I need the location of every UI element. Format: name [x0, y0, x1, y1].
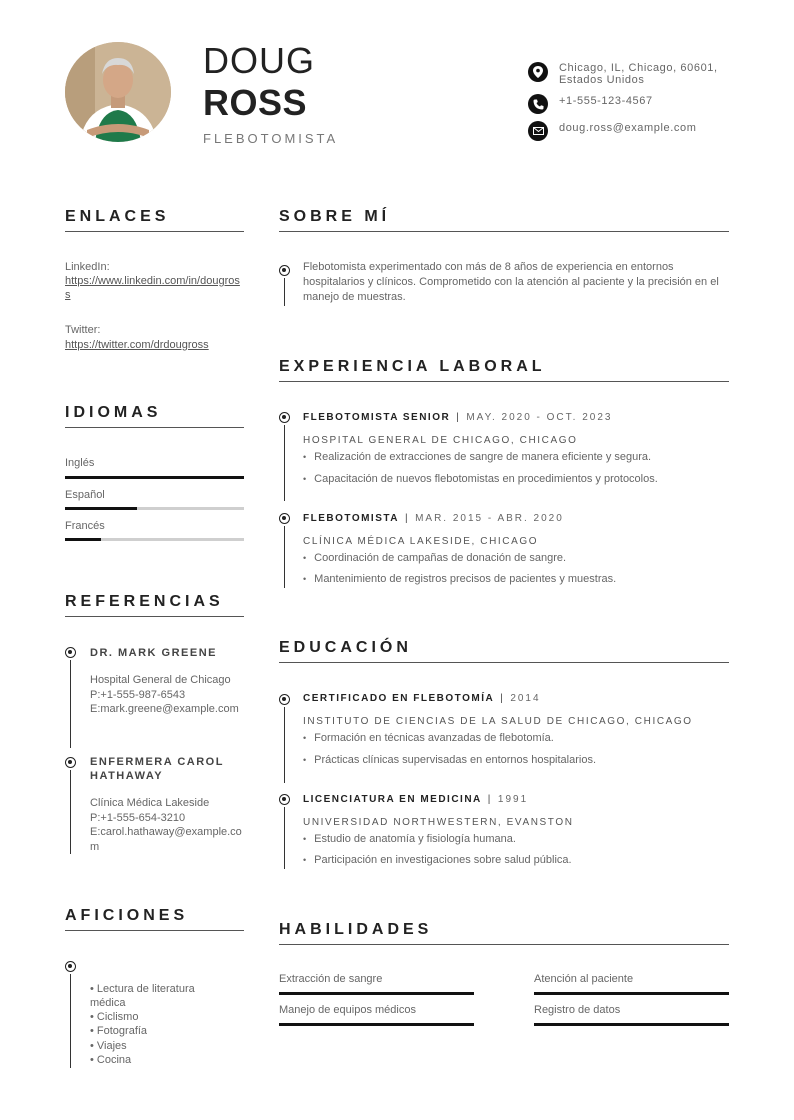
timeline-dot-icon: [279, 513, 290, 524]
address-text: Chicago, IL, Chicago, 60601, Estados Unidos: [559, 62, 718, 86]
skill-bar: [279, 1023, 474, 1026]
phone-icon: [528, 94, 548, 114]
skill-bar: [534, 992, 729, 995]
reference-org: Hospital General de Chicago: [90, 674, 231, 686]
timeline-line: [284, 278, 285, 306]
job-title: FLEBOTOMISTA: [203, 131, 339, 146]
hobby-item: • Fotografía: [90, 1025, 148, 1037]
education-bullet: • Formación en técnicas avanzadas de flebotomía.: [303, 732, 554, 744]
institution: UNIVERSIDAD NORTHWESTERN, EVANSTON: [303, 817, 574, 828]
job-bullet: • Capacitación de nuevos flebotomistas en procedimientos y protocolos.: [303, 473, 658, 485]
language-level-bar: [65, 538, 244, 541]
skills-heading: HABILIDADES: [279, 921, 433, 938]
language-level-bar: [65, 476, 244, 479]
envelope-icon: [528, 121, 548, 141]
degree-year: 2014: [510, 693, 541, 704]
degree-year: 1991: [497, 794, 529, 805]
job-title: FLEBOTOMISTA SENIOR: [303, 412, 451, 423]
timeline-line: [284, 526, 285, 588]
linkedin-label: LinkedIn:: [65, 261, 110, 273]
language-level-fill: [65, 538, 101, 541]
reference-email: E:mark.greene@example.com: [90, 703, 239, 715]
language-name: Español: [65, 489, 105, 501]
education-heading-line: CERTIFICADO EN FLEBOTOMÍA | 2014: [303, 693, 541, 704]
timeline-dot-icon: [65, 961, 76, 972]
job-dates: MAR. 2015 - ABR. 2020: [415, 513, 564, 524]
contact-phone: [528, 94, 719, 114]
hobbies-heading: AFICIONES: [65, 907, 189, 924]
reference-org: Clínica Médica Lakeside: [90, 797, 210, 809]
reference-phone: P:+1-555-987-6543: [90, 689, 186, 701]
timeline-dot-icon: [65, 757, 76, 768]
skill-label: Atención al paciente: [534, 973, 634, 985]
timeline-dot-icon: [65, 647, 76, 658]
hobby-item: • Cocina: [90, 1054, 132, 1066]
last-name: ROSS: [203, 82, 308, 123]
links-rule: [65, 231, 244, 232]
linkedin-link[interactable]: https://www.linkedin.com/in/dougross: [65, 275, 240, 301]
job-bullet: • Realización de extracciones de sangre de manera eficiente y segura.: [303, 451, 651, 463]
skill-bar: [534, 1023, 729, 1026]
location-pin-icon: [528, 62, 548, 82]
hobby-item: • Ciclismo: [90, 1011, 139, 1023]
language-level-bar: [65, 507, 244, 510]
job-title: FLEBOTOMISTA: [303, 513, 399, 524]
skill-label: Manejo de equipos médicos: [279, 1004, 416, 1016]
first-name: DOUG: [203, 40, 315, 81]
job-employer: CLÍNICA MÉDICA LAKESIDE, CHICAGO: [303, 536, 539, 547]
job-bullet: • Coordinación de campañas de donación de sangre.: [303, 552, 566, 564]
timeline-dot-icon: [279, 412, 290, 423]
hobby-item: • Lectura de literatura médica: [90, 983, 195, 1009]
degree-title: CERTIFICADO EN FLEBOTOMÍA: [303, 693, 495, 704]
job-heading: FLEBOTOMISTA SENIOR | MAY. 2020 - OCT. 2023: [303, 412, 613, 423]
twitter-link[interactable]: https://twitter.com/drdougross: [65, 339, 209, 351]
education-bullet: • Participación en investigaciones sobre salud pública.: [303, 854, 572, 866]
profile-photo: [65, 42, 171, 142]
references-rule: [65, 616, 244, 617]
timeline-line: [70, 660, 71, 748]
about-rule: [279, 231, 729, 232]
experience-heading: EXPERIENCIA LABORAL: [279, 358, 546, 375]
timeline-line: [70, 974, 71, 1068]
timeline-line: [284, 807, 285, 869]
references-heading: REFERENCIAS: [65, 593, 224, 610]
degree-title: LICENCIATURA EN MEDICINA: [303, 794, 482, 805]
language-level-fill: [65, 476, 244, 479]
contact-email: [528, 121, 719, 141]
timeline-dot-icon: [279, 694, 290, 705]
education-heading: EDUCACIÓN: [279, 639, 412, 656]
hobbies-rule: [65, 930, 244, 931]
hobby-item: • Viajes: [90, 1040, 127, 1052]
languages-rule: [65, 427, 244, 428]
language-level-fill: [65, 507, 137, 510]
skill-label: Registro de datos: [534, 1004, 621, 1016]
education-heading-line: LICENCIATURA EN MEDICINA | 1991: [303, 794, 529, 805]
reference-phone: P:+1-555-654-3210: [90, 812, 186, 824]
timeline-line: [284, 707, 285, 783]
timeline-line: [284, 425, 285, 501]
reference-name: DR. MARK GREENE: [90, 647, 218, 659]
timeline-dot-icon: [279, 794, 290, 805]
timeline-dot-icon: [279, 265, 290, 276]
links-heading: ENLACES: [65, 208, 170, 225]
reference-name: ENFERMERA CAROL HATHAWAY: [90, 756, 224, 782]
institution: INSTITUTO DE CIENCIAS DE LA SALUD DE CHICAGO, CHICAGO: [303, 716, 693, 727]
languages-heading: IDIOMAS: [65, 404, 162, 421]
phone-text[interactable]: +1-555-123-4567: [559, 95, 653, 107]
email-text[interactable]: doug.ross@example.com: [559, 122, 697, 134]
skills-rule: [279, 944, 729, 945]
education-bullet: • Estudio de anatomía y fisiología humana.: [303, 833, 516, 845]
skill-label: Extracción de sangre: [279, 973, 383, 985]
experience-rule: [279, 381, 729, 382]
job-bullet: • Mantenimiento de registros precisos de pacientes y muestras.: [303, 573, 616, 585]
contact-address: [528, 62, 719, 86]
language-name: Francés: [65, 520, 105, 532]
about-text: Flebotomista experimentado con más de 8 años de experiencia en entornos hospitalarios y clínicos. Comprometido con la atención al paciente y la precisión en el manejo de muestras.: [303, 261, 719, 303]
reference-email: E:carol.hathaway@example.com: [90, 826, 242, 853]
timeline-line: [70, 770, 71, 854]
job-dates: MAY. 2020 - OCT. 2023: [466, 412, 613, 423]
job-heading: FLEBOTOMISTA | MAR. 2015 - ABR. 2020: [303, 513, 564, 524]
about-heading: SOBRE MÍ: [279, 208, 391, 225]
job-employer: HOSPITAL GENERAL DE CHICAGO, CHICAGO: [303, 435, 578, 446]
education-rule: [279, 662, 729, 663]
twitter-label: Twitter:: [65, 324, 101, 336]
education-bullet: • Prácticas clínicas supervisadas en entornos hospitalarios.: [303, 754, 596, 766]
skill-bar: [279, 992, 474, 995]
language-name: Inglés: [65, 457, 95, 469]
